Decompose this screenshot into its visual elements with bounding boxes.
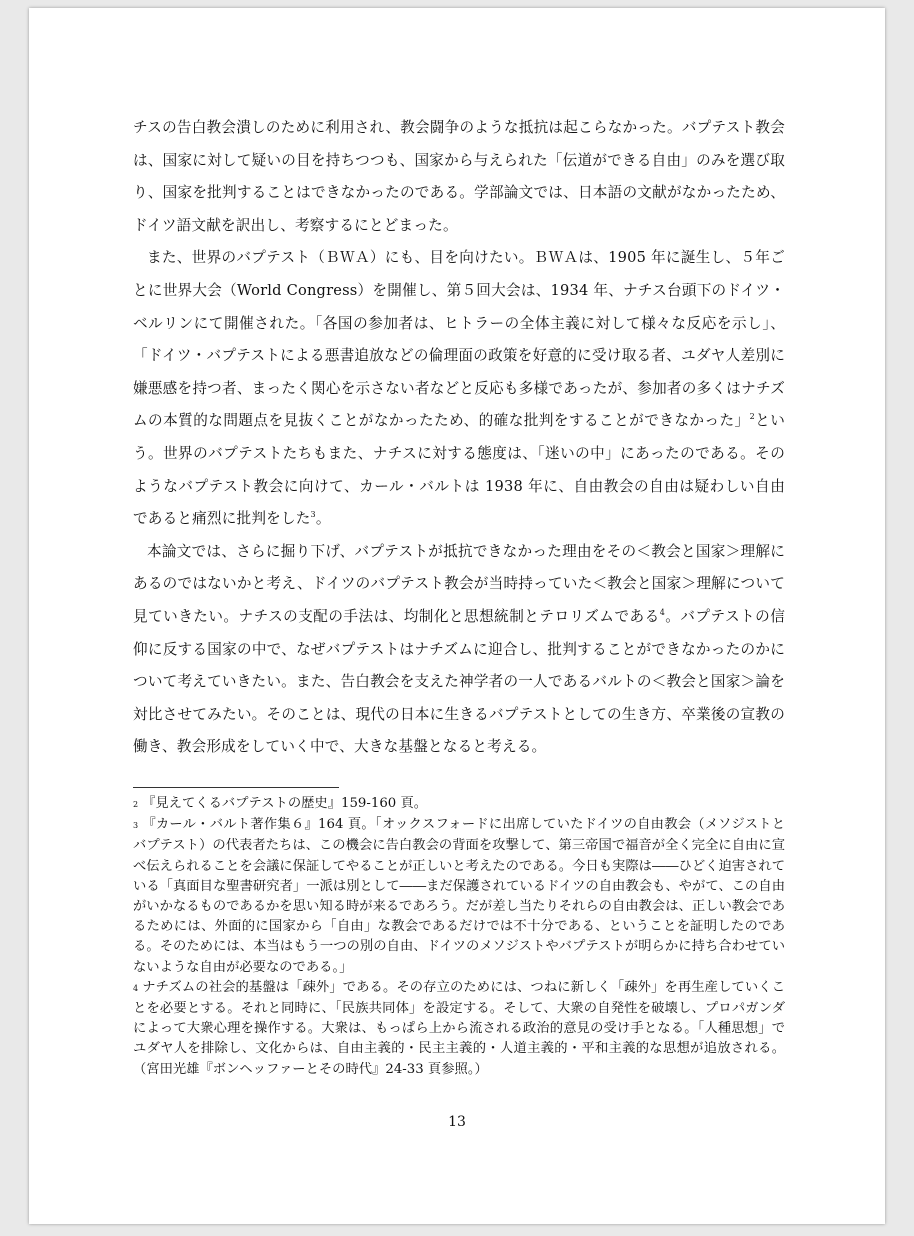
- body-text: [133, 112, 785, 764]
- footnote-separator: [133, 787, 339, 788]
- footnote-ref-3[interactable]: 3: [310, 510, 316, 520]
- paragraph-1: チスの告白教会潰しのために利用され、教会闘争のような抵抗は起こらなかった。バプテスト教会は、国家に対して疑いの目を持ちつつも、国家から与えられた「伝道ができる自由」のみを選び取り、国家を批判することはできなかったのである。学部論文では、日本語の文献がなかったため、ドイツ語文献を訳出し、考察するにとどまった。: [133, 119, 785, 234]
- footnote-ref-4[interactable]: 4: [659, 608, 665, 618]
- page-number: 13: [448, 1114, 466, 1130]
- footnote-3: 3 『カール・バルト著作集６』164 頁。「オックスフォードに出席していたドイツの自由教会（メソジストとバプテスト）の代表者たちは、この機会に告白教会の背面を攻撃して、第三帝国で福音が全く完全に自由に宣べ伝えられることを会議に保証してやることが正しいと考えたのである。今日も実際は――ひどく迫害されている「真面目な聖書研究者」一派は別として――まだ保護されているドイツの自由教会も、やがて、この自由がいかなるものであるかを思い知る時が来るであろう。だが差し当たりそれらの自由教会は、正しい教会であるためには、外面的に国家から「自由」な教会であるだけでは不十分である、ということを証明したのである。そのためには、本当はもう一つの別の自由、ドイツのメソジストやバプテストが明らかに持ち合わせていないような自由が必要なのである。」: [133, 817, 785, 975]
- paragraph-2: また、世界のバプテスト（ＢＷＡ）にも、目を向けたい。ＢＷＡは、1905 年に誕生し、５年ごとに世界大会（World Congress）を開催し、第５回大会は、1934 年、ナチス台頭下のドイツ・ベルリンにて開催された。「各国の参加者は、ヒトラーの全体主義に対して様々な反応を示し」、「ドイツ・バプテストによる悪書追放などの倫理面の政策を好意的に受け取る者、ユダヤ人差別に嫌悪感を持つ者、まったく関心を示さない者などと反応も多様であったが、参加者の多くはナチズムの本質的な問題点を見抜くことがなかったため、的確な批判をすることができなかった」$^2$という。世界のバプテストたちもまた、ナチスに対する態度は、「迷いの中」にあったのである。そのようなバプテスト教会に向けて、カール・バルトは 1938 年に、自由教会の自由は疑わしい自由であると痛烈に批判をした$^3$。: [133, 249, 785, 528]
- footnote-2: 2 『見えてくるバプテストの歴史』159-160 頁。: [133, 796, 428, 811]
- document-page: [29, 8, 885, 1224]
- paragraph-3: 本論文では、さらに掘り下げ、バプテストが抵抗できなかった理由をその＜教会と国家＞理解にあるのではないかと考え、ドイツのバプテスト教会が当時持っていた＜教会と国家＞理解について見ていきたい。ナチスの支配の手法は、均制化と思想統制とテロリズムである$^4$。バプテストの信仰に反する国家の中で、なぜバプテストはナチズムに迎合し、批判することができなかったのかについて考えていきたい。また、告白教会を支えた神学者の一人であるバルトの＜教会と国家＞論を対比させてみたい。そのことは、現代の日本に生きるバプテストとしての生き方、卒業後の宣教の働き、教会形成をしていく中で、大きな基盤となると考える。: [133, 542, 785, 756]
- footnote-4: 4 ナチズムの社会的基盤は「疎外」である。その存立のためには、つねに新しく「疎外」を再生産していくことを必要とする。それと同時に、「民族共同体」を設定する。そして、大衆の自発性を破壊し、プロパガンダによって大衆心理を操作する。大衆は、もっぱら上から流される政治的意見の受け手となる。「人種思想」でユダヤ人を排除し、文化からは、自由主義的・民主主義的・人道主義的・平和主義的な思想が追放される。（宮田光雄『ボンヘッファーとその時代』24-33 頁参照。）: [133, 979, 785, 1077]
- footnotes: [133, 794, 785, 1080]
- footnote-ref-2[interactable]: 2: [749, 412, 755, 422]
